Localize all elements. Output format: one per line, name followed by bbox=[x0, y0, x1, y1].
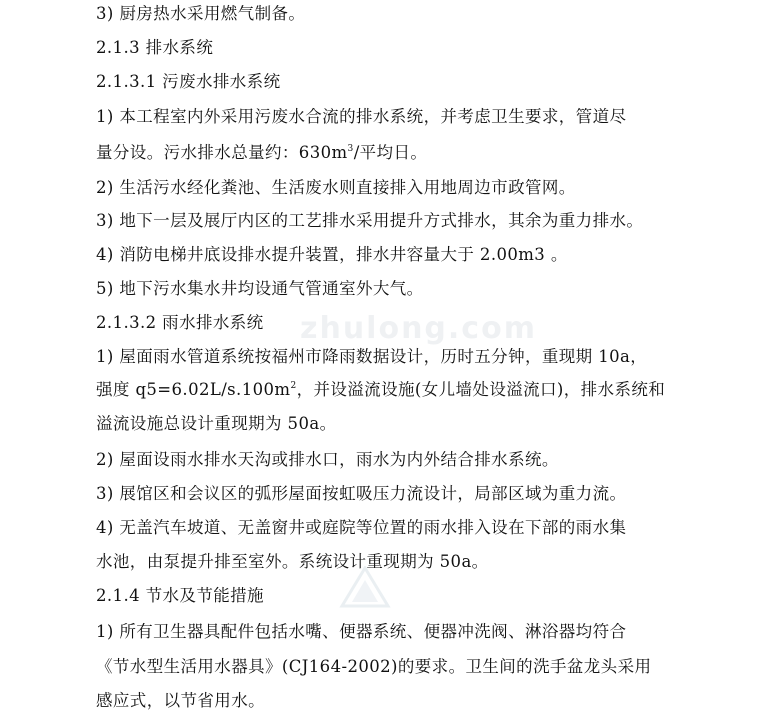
text-segment: 量分设。污水排水总量约：630m bbox=[96, 143, 348, 162]
section-heading: 2.1.4 节水及节能措施 bbox=[96, 586, 264, 605]
paragraph-line: 2) 生活污水经化粪池、生活废水则直接排入用地周边市政管网。 bbox=[96, 178, 576, 197]
text-segment: ，并设溢流设施(女儿墙处设溢流口)，排水系统和 bbox=[296, 380, 666, 399]
paragraph-line: 3) 地下一层及展厅内区的工艺排水采用提升方式排水，其余为重力排水。 bbox=[96, 211, 644, 230]
paragraph-line: 溢流设施总设计重现期为 50a。 bbox=[96, 414, 337, 433]
paragraph-line: 2) 屋面设雨水排水天沟或排水口，雨水为内外结合排水系统。 bbox=[96, 450, 559, 469]
superscript: 2 bbox=[290, 381, 297, 391]
text-segment: /平均日。 bbox=[353, 143, 428, 162]
paragraph-line: 《节水型生活用水器具》(CJ164-2002)的要求。卫生间的洗手盆龙头采用 bbox=[96, 657, 652, 676]
paragraph-line bbox=[96, 379, 665, 401]
paragraph-line: 4) 无盖汽车坡道、无盖窗井或庭院等位置的雨水排入设在下部的雨水集 bbox=[96, 518, 627, 537]
paragraph-line: 3) 展馆区和会议区的弧形屋面按虹吸压力流设计，局部区域为重力流。 bbox=[96, 484, 627, 503]
paragraph-line: 1) 所有卫生器具配件包括水嘴、便器系统、便器冲洗阀、淋浴器均符合 bbox=[96, 622, 627, 641]
paragraph-line: 1) 屋面雨水管道系统按福州市降雨数据设计，历时五分钟，重现期 10a， bbox=[96, 347, 648, 366]
paragraph-line: 4) 消防电梯井底设排水提升装置，排水井容量大于 2.00m3 。 bbox=[96, 245, 568, 264]
paragraph-line: 3) 厨房热水采用燃气制备。 bbox=[96, 4, 306, 23]
paragraph-line: 1) 本工程室内外采用污废水合流的排水系统，并考虑卫生要求，管道尽 bbox=[96, 107, 627, 126]
paragraph-line bbox=[96, 142, 427, 164]
subsection-heading: 2.1.3.1 污废水排水系统 bbox=[96, 72, 281, 91]
text-segment: 强度 q5=6.02L/s.100m bbox=[96, 380, 291, 399]
watermark-text: zhulong.com bbox=[300, 311, 537, 346]
section-heading: 2.1.3 排水系统 bbox=[96, 38, 214, 57]
subsection-heading: 2.1.3.2 雨水排水系统 bbox=[96, 313, 264, 332]
paragraph-line: 5) 地下污水集水井均设通气管通室外大气。 bbox=[96, 279, 424, 298]
paragraph-line: 感应式，以节省用水。 bbox=[96, 691, 265, 710]
paragraph-line: 水池，由泵提升排至室外。系统设计重现期为 50a。 bbox=[96, 552, 489, 571]
superscript: 3 bbox=[347, 144, 354, 154]
